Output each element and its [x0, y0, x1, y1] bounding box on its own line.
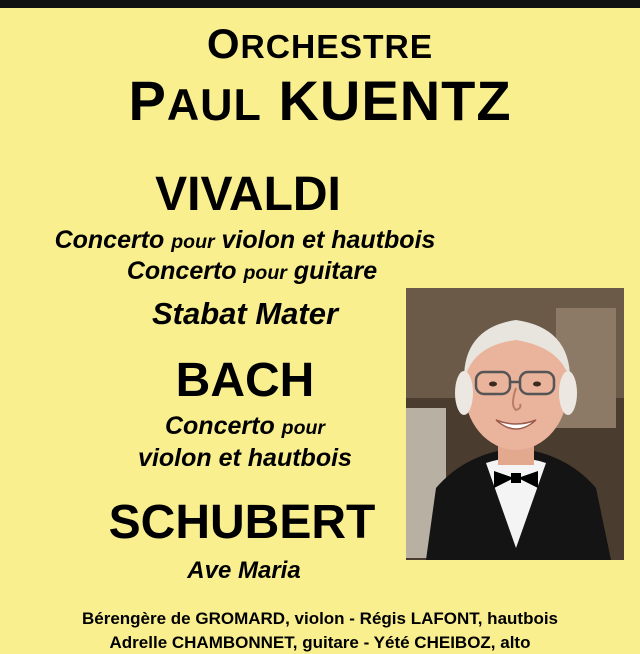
vivaldi-stabat-mater: Stabat Mater: [151, 296, 339, 331]
bach-work-instruments: violon et hautbois: [138, 444, 352, 472]
title-initial-p: P: [128, 69, 167, 132]
vivaldi-work-guitar: [0, 255, 504, 289]
vivaldi-work2-instrument: guitare: [293, 257, 378, 285]
vivaldi-work-violin-oboe: [0, 224, 490, 258]
composer-schubert: SCHUBERT: [108, 496, 376, 549]
schubert-ave-maria: Ave Maria: [187, 557, 301, 584]
title-orchestre-rest: RCHESTRE: [240, 29, 434, 66]
portrait-illustration: [406, 288, 624, 560]
vivaldi-work2-pour: pour: [243, 262, 287, 284]
conductor-portrait-photo: [406, 288, 624, 560]
vivaldi-work1-pour: pour: [171, 231, 215, 253]
vivaldi-work1-instruments: violon et hautbois: [221, 226, 436, 254]
vivaldi-work1-concerto: Concerto: [54, 226, 165, 254]
top-border-bar: [0, 0, 640, 8]
musicians-line2: Adrelle CHAMBONNET, guitare - Yété CHEIBOZ, alto: [109, 633, 531, 652]
vivaldi-work2-concerto: Concerto: [126, 257, 237, 285]
orchestra-title-line1: [0, 18, 640, 74]
musicians-line1: Bérengère de GROMARD, violon - Régis LAFONT, hautbois: [81, 609, 559, 628]
composer-bach: BACH: [175, 354, 315, 407]
title-paul-rest: AUL: [166, 80, 262, 130]
composer-vivaldi: VIVALDI: [155, 168, 341, 221]
orchestra-title-line2: [0, 70, 640, 136]
title-kuentz: KUENTZ: [278, 69, 512, 132]
bach-work-concerto: Concerto: [164, 412, 275, 440]
bach-work-pour: pour: [281, 417, 325, 439]
title-initial-o: O: [206, 20, 241, 67]
